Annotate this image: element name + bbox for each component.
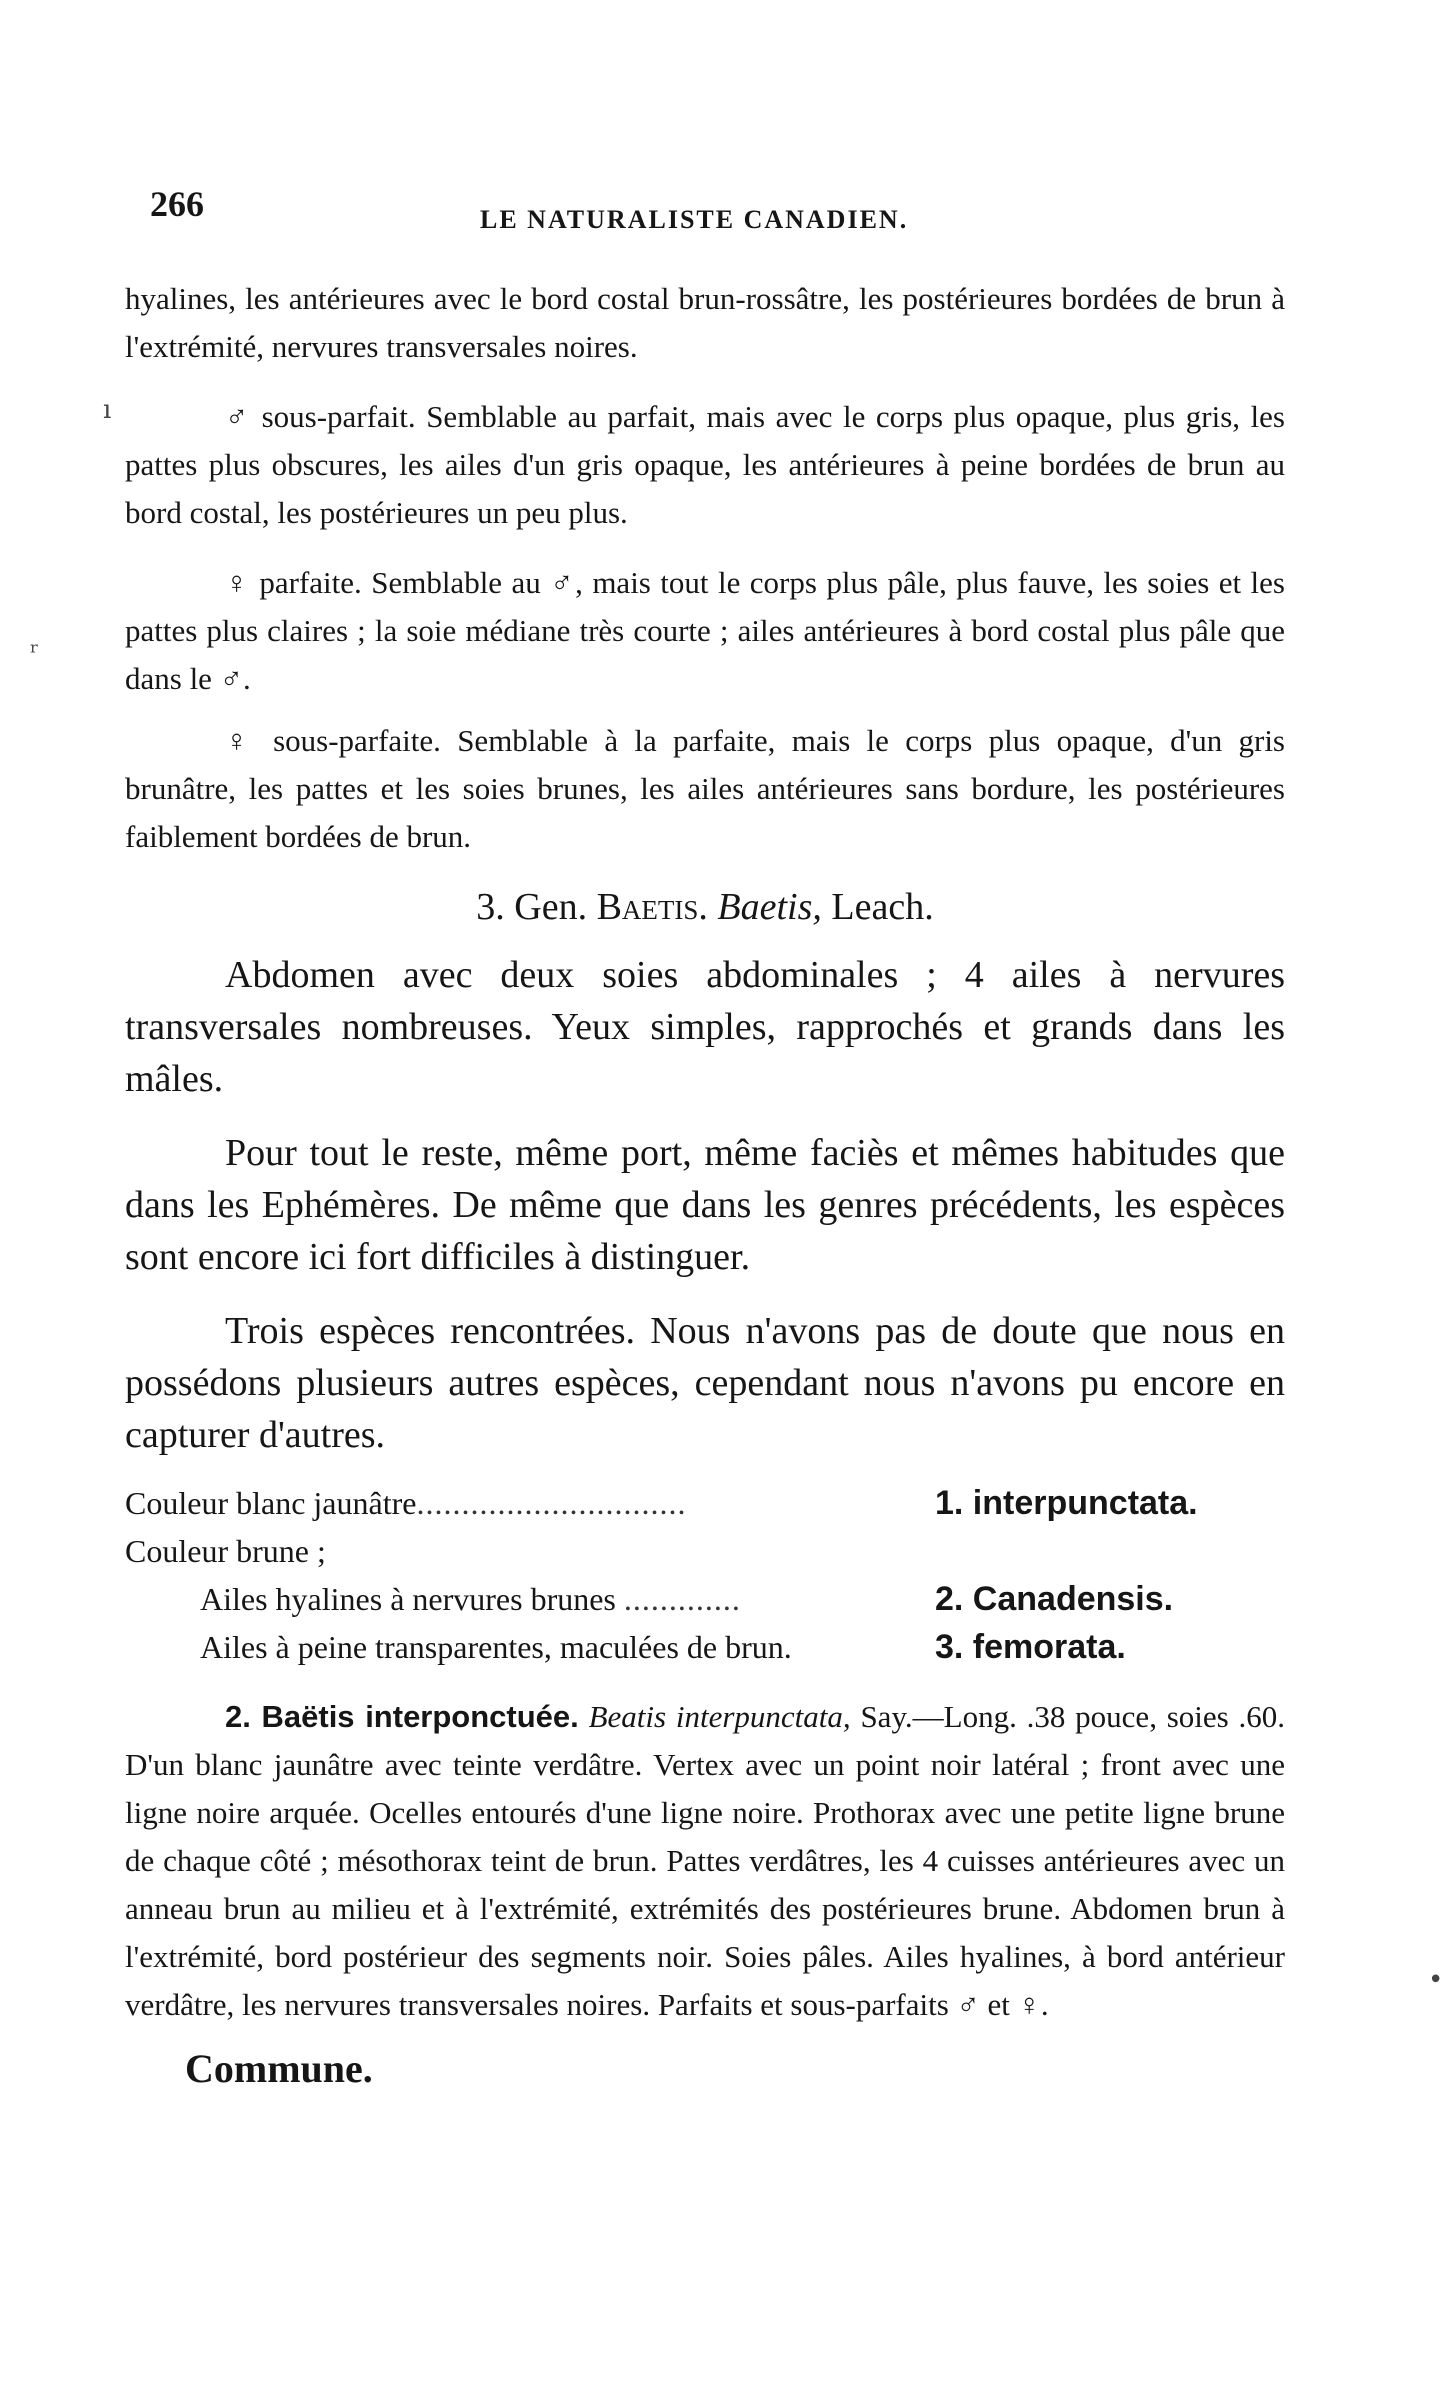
genus-author: Leach.: [831, 886, 934, 928]
margin-mark: •: [1428, 1965, 1444, 1995]
genus-name: Baetis.: [596, 886, 708, 928]
genus-heading: [125, 885, 1285, 929]
key-result-text: 1. interpunctata.: [935, 1484, 1198, 1522]
key-result: [935, 1623, 1126, 1671]
paragraph-female-subimago: ♀ sous-parfaite. Semblable à la parfaite, mais le corps plus opaque, d'un gris brunâtre, les pattes et les soies brunes, les ailes antérieures sans bordure, les postérieures faiblement bordées de brun.: [125, 723, 1285, 854]
key-leader-dots: ..............................: [416, 1485, 687, 1521]
key-row: [125, 1623, 1285, 1671]
body-text: [125, 275, 1285, 2092]
margin-mark: ʳ: [30, 638, 40, 668]
paragraph-female-imago: ♀ parfaite. Semblable au ♂, mais tout le corps plus pâle, plus fauve, les soies et les pattes plus claires ; la soie médiane très courte ; ailes antérieures à bord costal plus pâle que dans le ♂.: [125, 565, 1285, 696]
key-result-text: 3. femorata.: [935, 1628, 1126, 1666]
key-label: Couleur blanc jaunâtre: [125, 1485, 417, 1521]
key-row: [125, 1575, 1285, 1623]
genus-latin: Baetis,: [717, 886, 822, 928]
key-result-text: 2. Canadensis.: [935, 1580, 1174, 1618]
key-row: [125, 1527, 1285, 1575]
species-key: [125, 1479, 1285, 1671]
species-heading: 2. Baëtis interponctuée.: [225, 1699, 579, 1734]
species-latin: Beatis interpunctata,: [588, 1699, 851, 1734]
key-label: Ailes à peine transparentes, maculées de brun.: [200, 1629, 792, 1665]
species-text: Say.—Long. .38 pouce, soies .60. D'un blanc jaunâtre avec teinte verdâtre. Vertex avec un point noir latéral ; front avec une ligne noire arquée. Ocelles entourés d'une ligne noire. Prothorax avec une petite ligne brune de chaque côté ; mésothorax teint de brun. Pattes verdâtres, les 4 cuisses antérieures avec un anneau brun au milieu et à l'extrémité, extrémités des postérieures brune. Abdomen brun à l'extrémité, bord postérieur des segments noir. Soies pâles. Ailes hyalines, à bord antérieur verdâtre, les nervures transversales noires. Parfaits et sous-parfaits ♂ et ♀.: [125, 1699, 1286, 2022]
genus-description: Abdomen avec deux soies abdominales ; 4 ailes à nervures transversales nombreuses. Yeux simples, rapprochés et grands dans les mâles.: [125, 954, 1285, 1100]
margin-mark: ı: [103, 395, 112, 425]
key-label: Couleur brune ;: [125, 1533, 326, 1569]
running-title: LE NATURALISTE CANADIEN.: [480, 205, 909, 234]
key-row: [125, 1479, 1285, 1527]
paragraph-male-subimago: ♂ sous-parfait. Semblable au parfait, mais avec le corps plus opaque, plus gris, les pattes plus obscures, les ailes d'un gris opaque, les antérieures à peine bordées de brun au bord costal, les postérieures un peu plus.: [125, 399, 1285, 530]
key-leader-dots: .............: [623, 1581, 741, 1617]
page-header: [150, 183, 1270, 243]
genus-habits: Pour tout le reste, même port, même faciès et mêmes habitudes que dans les Ephémères. De même que dans les genres précédents, les espèces sont encore ici fort difficiles à distinguer.: [125, 1132, 1285, 1278]
key-result: [935, 1479, 1198, 1527]
final-word: Commune.: [185, 2046, 373, 2091]
paragraph-continuation: hyalines, les antérieures avec le bord costal brun-rossâtre, les postérieures bordées de brun à l'extrémité, nervures transversales noires.: [125, 281, 1285, 364]
genus-number: 3. Gen.: [476, 886, 588, 928]
species-description: [125, 1693, 1285, 2029]
page-number: 266: [150, 184, 204, 224]
key-label: Ailes hyalines à nervures brunes: [200, 1581, 616, 1617]
genus-species-count: Trois espèces rencontrées. Nous n'avons pas de doute que nous en possédons plusieurs autres espèces, cependant nous n'avons pu encore en capturer d'autres.: [125, 1310, 1285, 1456]
key-result: [935, 1575, 1173, 1623]
